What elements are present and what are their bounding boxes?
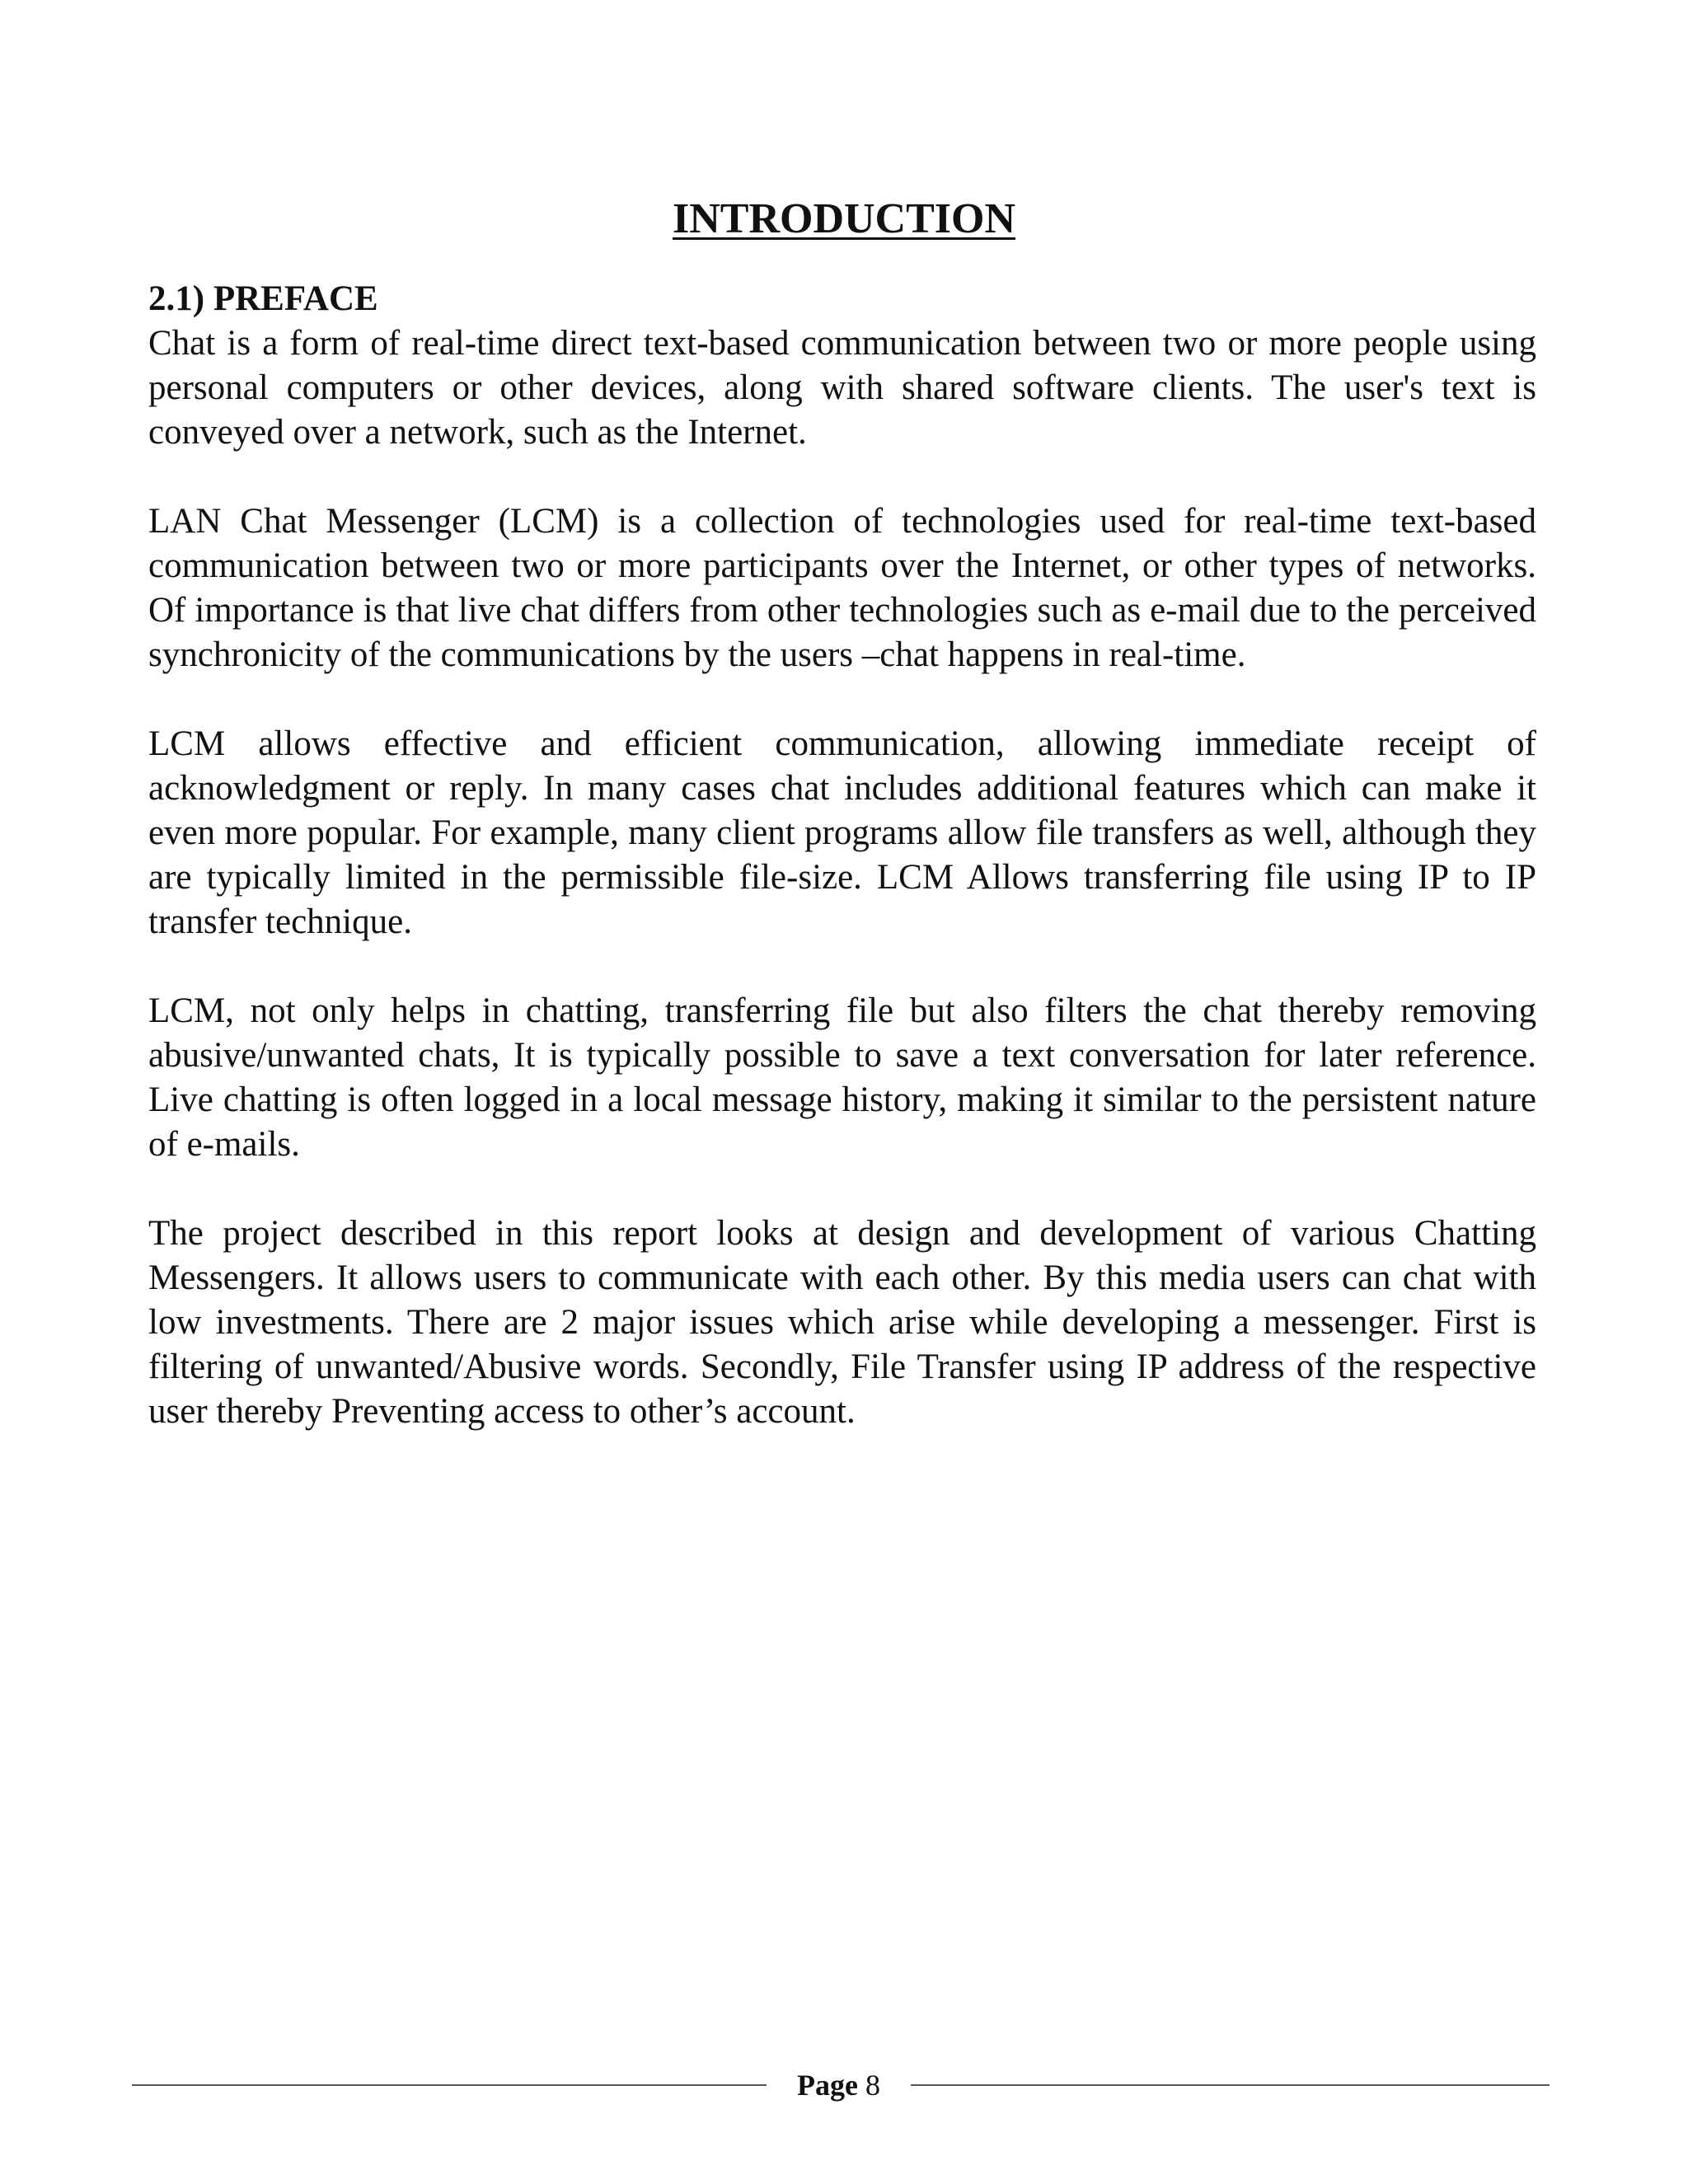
paragraph-lcm-filtering: LCM, not only helps in chatting, transferring file but also filters the chat thereby removing abusive/unwanted chats, It is typically possible to save a text conversation for later reference. Live chatting is often logged in a local message history, making it similar to the persistent nature of e-mails. bbox=[148, 991, 1536, 1164]
footer-rule-left bbox=[132, 2084, 767, 2086]
paragraph-preface: Chat is a form of real-time direct text-based communication between two or more people using personal computers or other devices, along with shared software clients. The user's text is conveyed over a network, such as the Internet. bbox=[148, 324, 1536, 452]
page-footer bbox=[132, 2060, 1550, 2110]
page-number-value: 8 bbox=[865, 2069, 880, 2102]
footer-rule-right bbox=[911, 2084, 1550, 2086]
paragraph-lcm-features: LCM allows effective and efficient communication, allowing immediate receipt of acknowledgment or reply. In many cases chat includes additional features which can make it even more popular. For example, many client programs allow file transfers as well, although they are typically limited in the permissible file-size. LCM Allows transferring file using IP to IP transfer technique. bbox=[148, 724, 1536, 941]
section-heading: 2.1) PREFACE bbox=[148, 279, 378, 318]
page-title: INTRODUCTION bbox=[672, 195, 1016, 242]
page-label: Page bbox=[797, 2069, 858, 2102]
paragraph-project-description: The project described in this report looks at design and development of various Chatting Messengers. It allows users to communicate with each other. By this media users can chat with low investments. There are 2 major issues which arise while developing a messenger. First is filtering of unwanted/Abusive words. Secondly, File Transfer using IP address of the respective user thereby Preventing access to other’s account. bbox=[148, 1214, 1536, 1431]
page-number bbox=[767, 2060, 911, 2110]
page-content bbox=[148, 277, 1536, 1479]
paragraph-lcm-definition: LAN Chat Messenger (LCM) is a collection of technologies used for real-time text-based communication between two or more participants over the Internet, or other types of networks. Of importance is that live chat differs from other technologies such as e-mail due to the perceived synchronicity of the communications by the users –chat happens in real-time. bbox=[148, 502, 1536, 674]
